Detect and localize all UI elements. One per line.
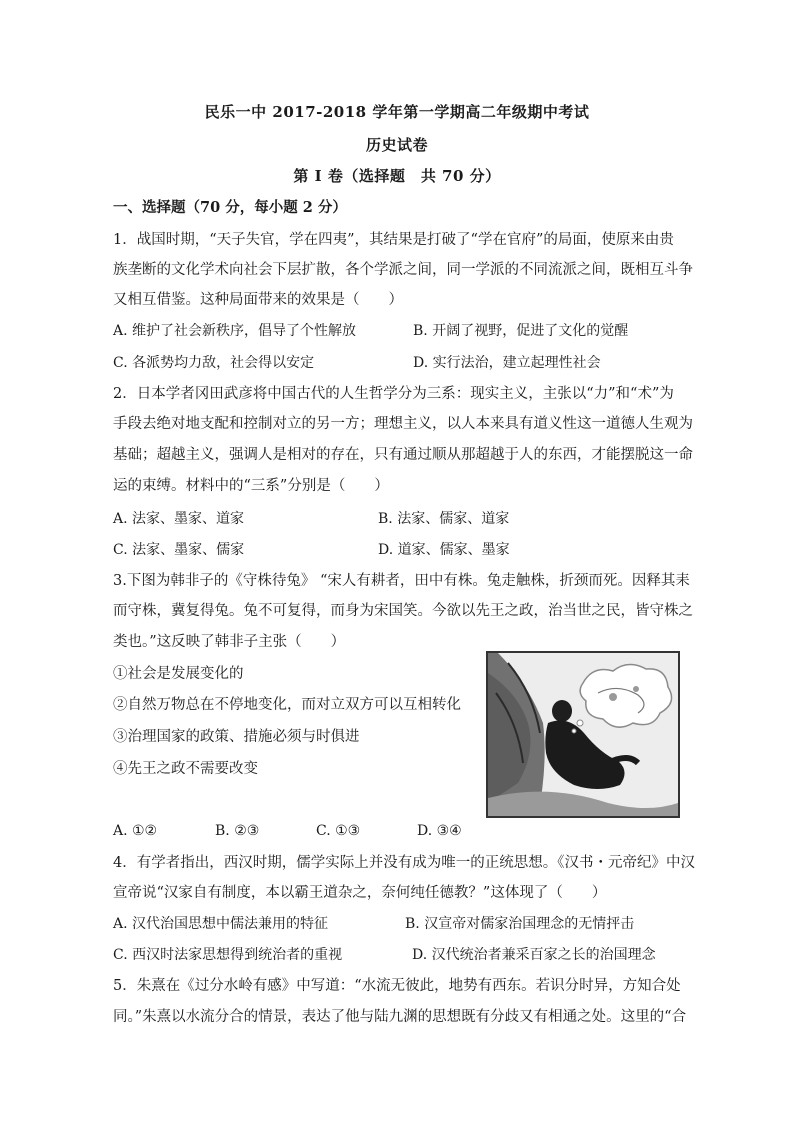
q1-line-2: 族垄断的文化学术向社会下层扩散，各个学派之间，同一学派的不同流派之间，既相互斗争 (113, 262, 693, 278)
q2-line-1: 2．日本学者冈田武彦将中国古代的人生哲学分为三系：现实主义，主张以“力”和“术”为 (113, 386, 674, 402)
q3-statement-4: ④先王之政不需要改变 (113, 761, 258, 777)
q3-option-c: C. ①③ (316, 823, 361, 839)
q4-option-b: B. 汉宣帝对儒家治国理念的无情抨击 (405, 916, 635, 932)
q4-option-a: A. 汉代治国思想中儒法兼用的特征 (113, 916, 329, 932)
q3-statement-3: ③治理国家的政策、措施必须与时俱进 (113, 729, 360, 745)
part-heading: 一、选择题（70 分，每小题 2 分） (113, 199, 347, 216)
section-title: 第 I 卷（选择题 共 70 分） (293, 167, 501, 185)
q4-option-c: C. 西汉时法家思想得到统治者的重视 (113, 947, 343, 963)
q3-line-2: 而守株，冀复得兔。兔不可复得，而身为宋国笑。今欲以先王之政，治当世之民，皆守株之 (113, 603, 693, 619)
q1-option-d: D. 实行法治，建立起理性社会 (413, 355, 601, 371)
q4-line-2: 宣帝说“汉家自有制度，本以霸王道杂之，奈何纯任德教？”这体现了（ ） (113, 885, 607, 901)
q5-line-1: 5．朱熹在《过分水岭有感》中写道：“水流无彼此，地势有西东。若识分时异，方知合处 (113, 978, 681, 994)
q2-option-d: D. 道家、儒家、墨家 (378, 542, 510, 558)
q2-line-2: 手段去绝对地支配和控制对立的另一方；理想主义，以人本来具有道义性这一道德人生观为 (113, 416, 693, 432)
q3-option-d: D. ③④ (417, 823, 462, 839)
q3-option-b: B. ②③ (215, 823, 260, 839)
q3-statement-2: ②自然万物总在不停地变化，而对立双方可以互相转化 (113, 697, 461, 713)
q1-line-1: 1．战国时期，“天子失官，学在四夷”，其结果是打破了“学在官府”的局面，使原来由贵 (113, 232, 674, 248)
q2-option-b: B. 法家、儒家、道家 (378, 511, 510, 527)
q1-line-3: 又相互借鉴。这种局面带来的效果是（ ） (113, 292, 403, 308)
q2-option-c: C. 法家、墨家、儒家 (113, 542, 245, 558)
q4-option-d: D. 汉代统治者兼采百家之长的治国理念 (412, 947, 656, 963)
q1-option-b: B. 开阔了视野，促进了文化的觉醒 (413, 323, 629, 339)
q3-statement-1: ①社会是发展变化的 (113, 666, 244, 682)
q5-line-2: 同。”朱熹以水流分合的情景，表达了他与陆九渊的思想既有分歧又有相通之处。这里的“合 (113, 1009, 687, 1025)
q1-option-c: C. 各派势均力敌，社会得以安定 (113, 355, 315, 371)
school-exam-title: 民乐一中 2017-2018 学年第一学期高二年级期中考试 (204, 103, 590, 121)
q2-line-3: 基础；超越主义，强调人是相对的存在，只有通过顺从那超越于人的东西，才能摆脱这一命 (113, 447, 693, 463)
q2-option-a: A. 法家、墨家、道家 (113, 511, 245, 527)
q2-line-4: 运的束缚。材料中的“三系”分别是（ ） (113, 478, 389, 494)
q3-option-a: A. ①② (113, 823, 158, 839)
shouzhu-daitu-illustration (486, 651, 680, 818)
q3-line-3: 类也。”这反映了韩非子主张（ ） (113, 634, 346, 650)
q4-line-1: 4．有学者指出，西汉时期，儒学实际上并没有成为唯一的正统思想。《汉书・元帝纪》中汉 (113, 855, 695, 871)
subject-title: 历史试卷 (365, 136, 428, 154)
q1-option-a: A. 维护了社会新秩序，倡导了个性解放 (113, 323, 357, 339)
q3-line-1: 3.下图为韩非子的《守株待兔》 “宋人有耕者，田中有株。兔走触株，折颈而死。因释其耒 (113, 573, 690, 589)
